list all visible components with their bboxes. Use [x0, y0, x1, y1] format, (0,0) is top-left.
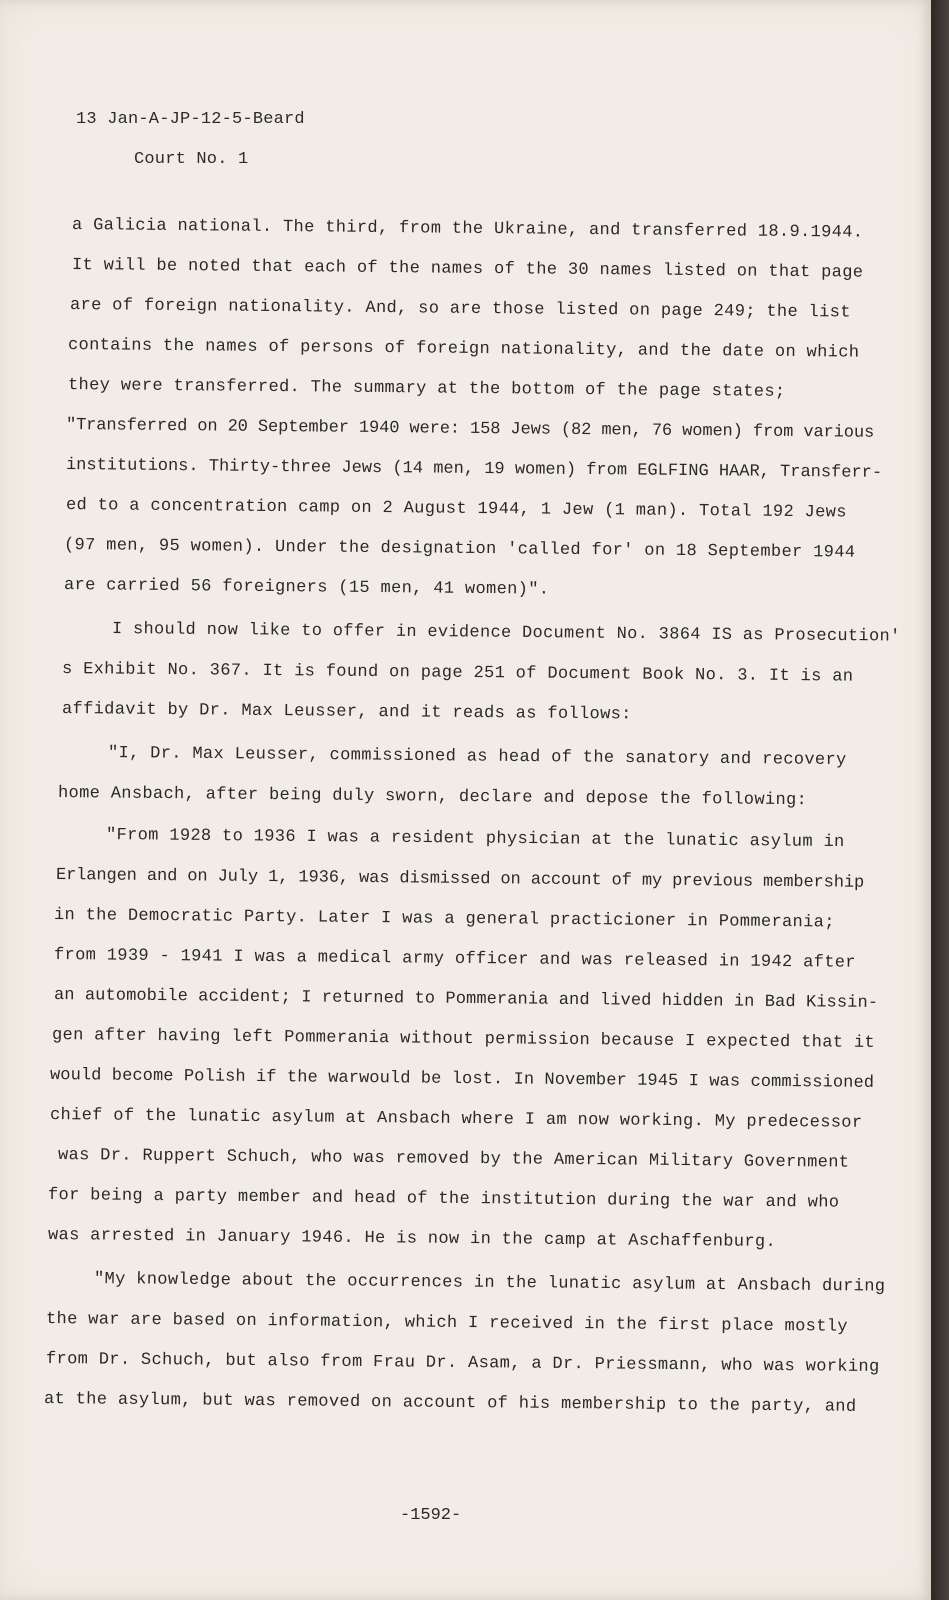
- text-line: from 1939 - 1941 I was a medical army officer and was released in 1942 after: [53, 946, 856, 973]
- text-line: I should now like to offer in evidence Document No. 3864 IS as Prosecution': [111, 620, 901, 647]
- text-line: a Galicia national. The third, from the Ukraine, and transferred 18.9.1944.: [71, 216, 864, 243]
- text-line: was Dr. Ruppert Schuch, who was removed by the American Military Government: [57, 1146, 850, 1173]
- text-line: "My knowledge about the occurrences in the lunatic asylum at Ansbach during: [93, 1270, 886, 1297]
- text-line: affidavit by Dr. Max Leusser, and it reads as follows:: [61, 700, 632, 725]
- text-line: It will be noted that each of the names of the 30 names listed on that page: [71, 256, 864, 283]
- text-line: gen after having left Pommerania without permission because I expected that it: [51, 1026, 876, 1053]
- text-line: the war are based on information, which I received in the first place mostly: [45, 1310, 848, 1337]
- text-line: ed to a concentration camp on 2 August 1944, 1 Jew (1 man). Total 192 Jews: [65, 496, 847, 523]
- text-line: contains the names of persons of foreign nationality, and the date on which: [67, 336, 860, 363]
- text-line: for being a party member and head of the institution during the war and who: [47, 1186, 840, 1213]
- text-line: an automobile accident; I returned to Pommerania and lived hidden in Bad Kissin-: [53, 986, 879, 1013]
- text-line: "I, Dr. Max Leusser, commissioned as head of the sanatory and recovery: [107, 744, 847, 771]
- document-reference: 13 Jan-A-JP-12-5-Beard: [76, 110, 305, 129]
- text-line: home Ansbach, after being duly sworn, declare and depose the following:: [57, 784, 808, 811]
- text-line: "Transferred on 20 September 1940 were: 158 Jews (82 men, 76 women) from various: [65, 416, 875, 443]
- text-line: are of foreign nationality. And, so are those listed on page 249; the list: [69, 296, 851, 323]
- text-line: was arrested in January 1946. He is now in the camp at Aschaffenburg.: [47, 1226, 777, 1252]
- text-line: (97 men, 95 women). Under the designation 'called for' on 18 September 1944: [63, 536, 856, 563]
- text-line: in the Democratic Party. Later I was a general practicioner in Pommerania;: [53, 906, 835, 933]
- text-line: would become Polish if the warwould be lost. In November 1945 I was commissioned: [49, 1066, 875, 1093]
- page-edge-shadow: [931, 0, 949, 1600]
- text-line: s Exhibit No. 367. It is found on page 251 of Document Book No. 3. It is an: [61, 660, 854, 687]
- text-line: at the asylum, but was removed on account of his membership to the party, and: [43, 1390, 857, 1417]
- text-line: from Dr. Schuch, but also from Frau Dr. Asam, a Dr. Priessmann, who was working: [45, 1350, 880, 1378]
- text-line: they were transferred. The summary at the bottom of the page states;: [67, 376, 786, 402]
- text-line: Erlangen and on July 1, 1936, was dismissed on account of my previous membership: [55, 866, 865, 893]
- text-line: institutions. Thirty-three Jews (14 men, 19 women) from EGLFING HAAR, Transferr-: [65, 456, 883, 483]
- court-number: Court No. 1: [134, 150, 249, 169]
- text-line: "From 1928 to 1936 I was a resident physician at the lunatic asylum in: [105, 826, 845, 853]
- text-line: chief of the lunatic asylum at Ansbach where I am now working. My predecessor: [49, 1106, 863, 1133]
- page-number: -1592-: [400, 1506, 462, 1525]
- text-line: are carried 56 foreigners (15 men, 41 women)".: [63, 576, 550, 600]
